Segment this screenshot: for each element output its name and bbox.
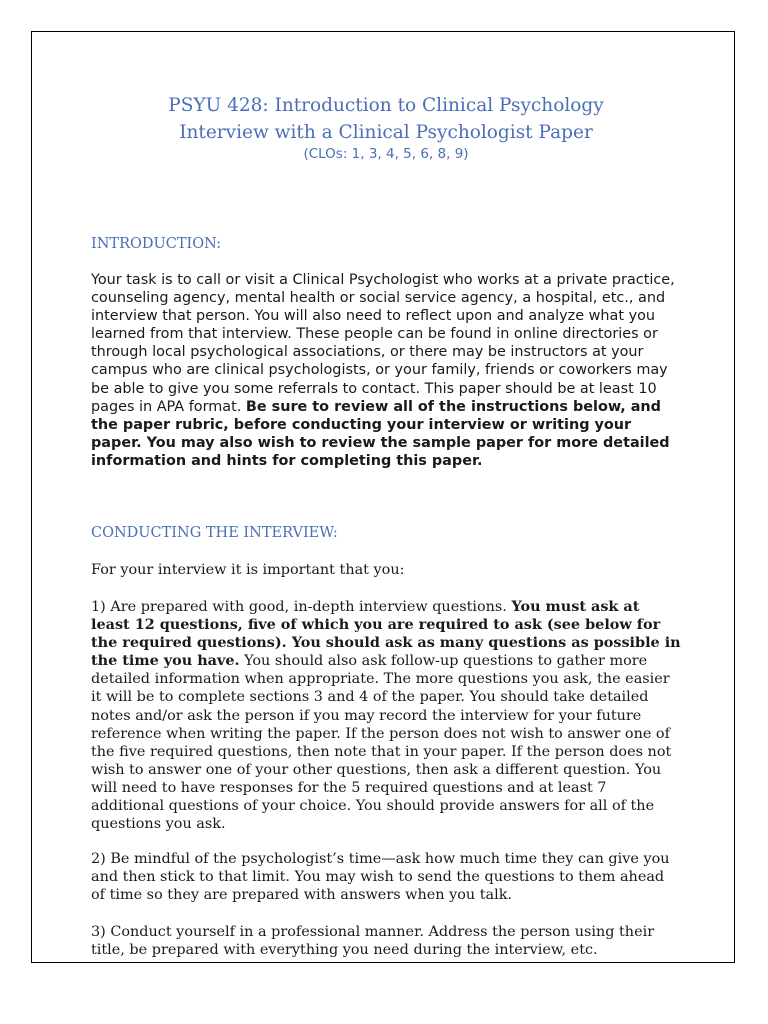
item1-bold-text: You must ask at least 12 questions, five of which you are required to ask (see below for the required questions). You should ask as many questions as possible in the time you have. <box>91 598 681 670</box>
item1-text-a: 1) Are prepared with good, in-depth interview questions. <box>91 599 512 615</box>
introduction-paragraph <box>91 271 681 470</box>
interview-item-2: 2) Be mindful of the psychologist’s time—ask how much time they can give you and then stick to that limit. You may wish to send the questions to them ahead of time so they are prepared with answers when you talk. <box>91 851 670 904</box>
interview-lead-text: For your interview it is important that you: <box>91 562 405 578</box>
conducting-interview-heading: CONDUCTING THE INTERVIEW: <box>91 525 338 541</box>
clos-subtitle: (CLOs: 1, 3, 4, 5, 6, 8, 9) <box>303 146 469 162</box>
introduction-text: Your task is to call or visit a Clinical Psychologist who works at a private practice, counseling agency, mental health or social service agency, a hospital, etc., and interview that person. You will also need to reflect upon and analyze what you learned from that interview. These people can be found in online directories or through local psychological associations, or there may be instructors at your campus who are clinical psychologists, or your family, friends or coworkers may be able to give you some referrals to contact. This paper should be at least 10 pages in APA format. <box>91 272 675 415</box>
interview-item-3: 3) Conduct yourself in a professional manner. Address the person using their title, be prepared with everything you need during the interview, etc. <box>91 924 655 959</box>
introduction-bold-text: Be sure to review all of the instructions below, and the paper rubric, before conducting your interview or writing your paper. You may also wish to review the sample paper for more detailed information and hints for completing this paper. <box>91 398 670 469</box>
document-page <box>31 31 735 963</box>
document-header <box>91 92 681 162</box>
item1-text-b: You should also ask follow-up questions to gather more detailed information when appropriate. The more questions you ask, the easier it will be to complete sections 3 and 4 of the paper. You should take detailed notes and/or ask the person if you may record the interview for your future reference when writing the paper. If the person does not wish to answer one of the five required questions, then note that in your paper. If the person does not wish to answer one of your other questions, then ask a different question. You will need to have responses for the 5 required questions and at least 7 additional questions of your choice. You should provide answers for all of the questions you ask. <box>91 653 672 833</box>
document-title-line2: Interview with a Clinical Psychologist Paper <box>179 122 593 143</box>
interview-item-1 <box>91 598 681 833</box>
introduction-heading: INTRODUCTION: <box>91 236 222 252</box>
document-title-line1: PSYU 428: Introduction to Clinical Psychology <box>168 95 604 116</box>
